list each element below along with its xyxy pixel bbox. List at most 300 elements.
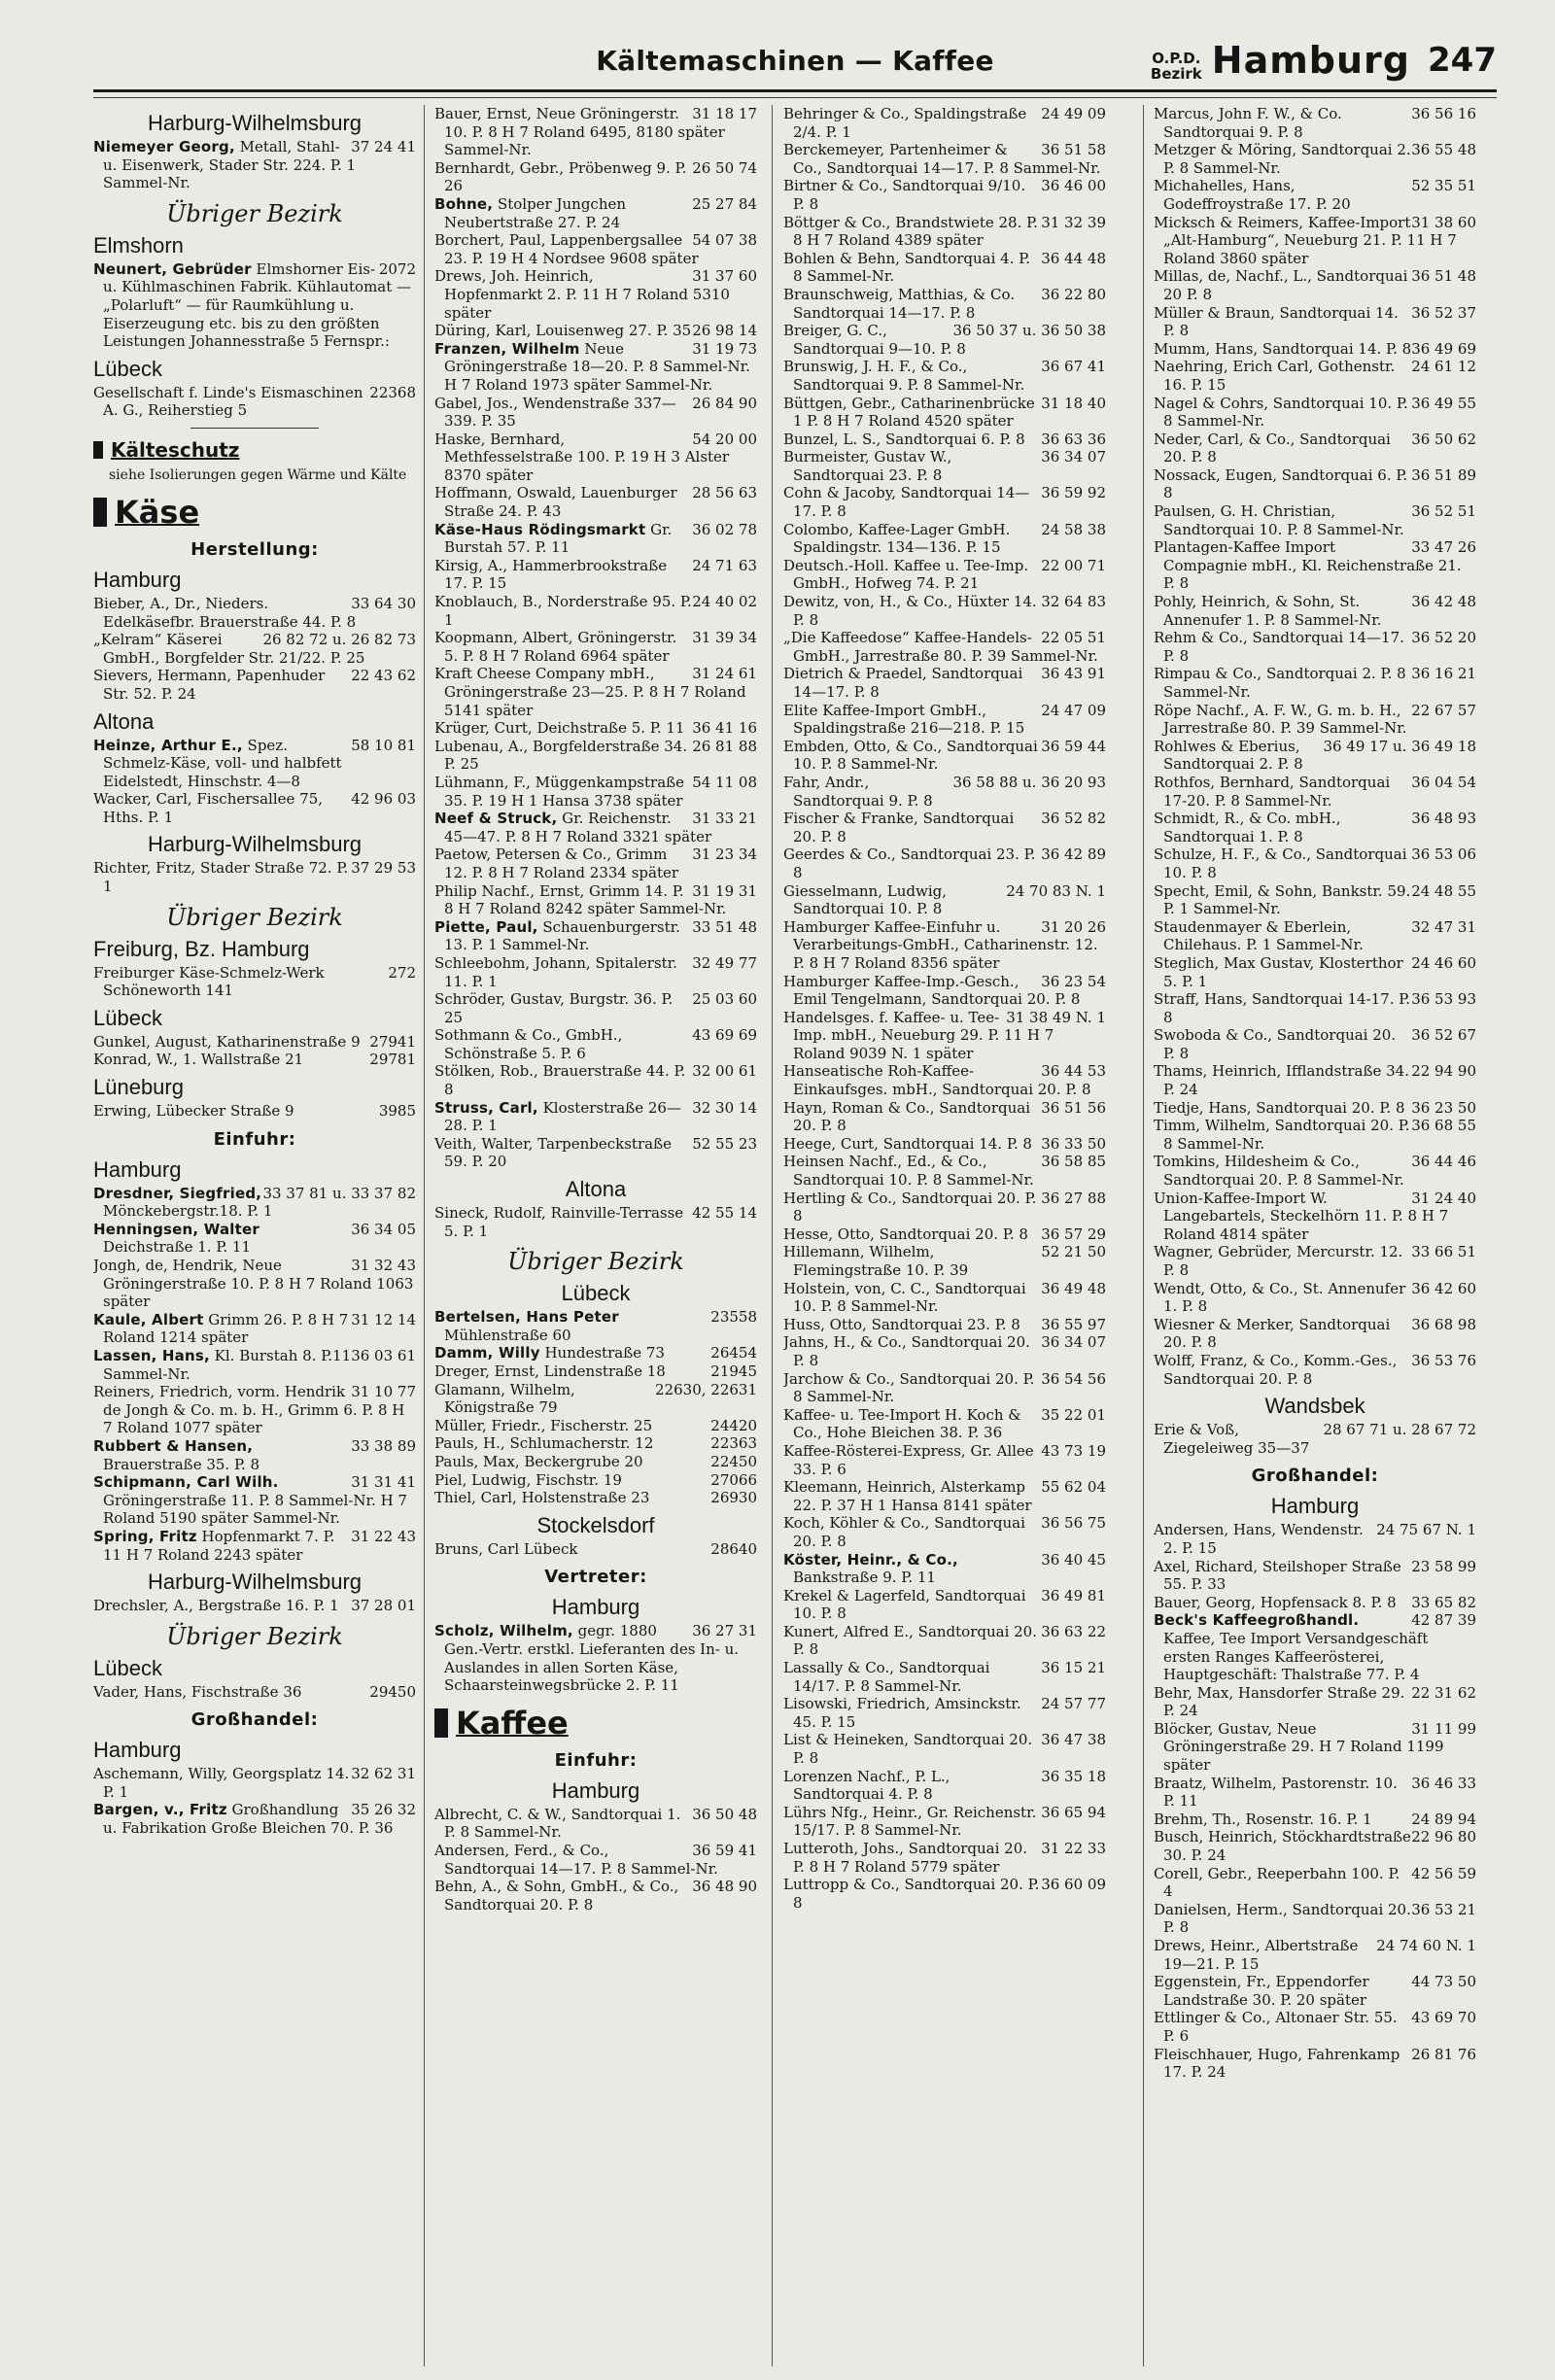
directory-entry xyxy=(1154,1280,1476,1316)
phone-number: 36 51 58 xyxy=(1041,141,1106,159)
directory-entry xyxy=(783,1153,1106,1189)
directory-entry xyxy=(1154,882,1476,918)
directory-entry xyxy=(434,431,757,485)
phone-number: 31 18 40 xyxy=(1041,394,1106,412)
cross-reference-note: siehe Isolierungen gegen Wärme und Kälte xyxy=(109,466,407,483)
phone-number: 24 58 38 xyxy=(1041,520,1106,538)
directory-entry xyxy=(434,1381,757,1417)
entry-details: Schauenburgerstr. 13. P. 1 Sammel-Nr. xyxy=(444,917,680,954)
directory-entry xyxy=(434,1204,757,1240)
entry-details: Lisowski, Friedrich, Amsinckstr. 45. P. 15 xyxy=(783,1695,1021,1731)
entry-details: Gunkel, August, Katharinenstraße 9 xyxy=(93,1032,361,1051)
phone-number: 22630, 22631 xyxy=(655,1380,757,1398)
entry-details: Thiel, Carl, Holstenstraße 23 xyxy=(434,1489,650,1507)
directory-entry xyxy=(1154,629,1476,665)
directory-entry xyxy=(783,250,1106,286)
directory-entry xyxy=(434,340,757,395)
directory-entry xyxy=(93,595,416,631)
phone-number: 31 38 60 xyxy=(1411,213,1476,231)
directory-entry xyxy=(783,177,1106,213)
directory-entry xyxy=(1154,141,1476,177)
directory-entry xyxy=(434,1417,757,1435)
column-divider xyxy=(772,105,773,2366)
phone-number: 36 49 81 xyxy=(1041,1586,1106,1604)
entry-details: Gabel, Jos., Wendenstraße 337—339. P. 35 xyxy=(434,394,676,431)
entry-details: gegr. 1880 Gen.-Vertr. erstkl. Lieferanten des In- u. Auslandes in allen Sorten Käse, Schaarsteinwegsbrücke 2. P. 11 xyxy=(444,1622,740,1695)
phone-number: 42 96 03 xyxy=(351,790,416,809)
entry-details: Deichstraße 1. P. 11 xyxy=(103,1238,252,1257)
entry-details: Hesse, Otto, Sandtorquai 20. P. 8 xyxy=(783,1224,1028,1243)
entry-details: Behr, Max, Hansdorfer Straße 29. P. 24 xyxy=(1154,1683,1405,1720)
entry-details: Schleebohm, Johann, Spitalerstr. 11. P. 1 xyxy=(434,953,677,990)
directory-entry xyxy=(1154,2046,1476,2082)
entry-details: Hundestraße 73 xyxy=(539,1344,665,1362)
directory-entry xyxy=(434,1878,757,1914)
directory-entry xyxy=(1154,1026,1476,1062)
entry-details: Behringer & Co., Spaldingstraße 2/4. P. 1 xyxy=(783,105,1027,141)
phone-number: 22368 xyxy=(369,383,416,401)
directory-entry xyxy=(783,395,1106,431)
entry-details: Busch, Heinrich, Stöckhardtstraße 30. P. 24 xyxy=(1154,1828,1411,1865)
entry-name: Rubbert & Hansen, xyxy=(93,1436,254,1455)
entry-details: Hoffmann, Oswald, Lauenburger Straße 24. P. 43 xyxy=(434,484,677,521)
phone-number: 31 19 31 xyxy=(692,881,757,900)
directory-entry xyxy=(783,1316,1106,1334)
subsection-heading: Vertreter: xyxy=(544,1567,647,1588)
city-heading: Lübeck xyxy=(93,1655,162,1680)
phone-number: 29450 xyxy=(369,1682,416,1701)
phone-number: 36 49 55 xyxy=(1411,394,1476,412)
phone-number: 26 98 14 xyxy=(692,322,757,340)
directory-entry xyxy=(1154,1775,1476,1811)
phone-number: 22 43 62 xyxy=(351,667,416,685)
directory-entry xyxy=(93,1051,416,1069)
entry-details: Lorenzen Nachf., P. L., Sandtorquai 4. P. 8 xyxy=(783,1767,950,1804)
city-heading: Lübeck xyxy=(93,1005,162,1030)
column-divider xyxy=(424,105,425,2366)
directory-entry xyxy=(434,267,757,322)
phone-number: 22450 xyxy=(710,1452,757,1470)
directory-entry xyxy=(783,431,1106,449)
directory-entry xyxy=(434,1471,757,1490)
entry-details: Bankstraße 9. P. 11 xyxy=(793,1569,936,1587)
entry-name: Piette, Paul, xyxy=(434,917,538,936)
entry-details: Drechsler, A., Bergstraße 16. P. 1 xyxy=(93,1597,339,1615)
entry-details: Müller, Friedr., Fischerstr. 25 xyxy=(434,1416,653,1434)
phone-number: 36 50 48 xyxy=(692,1805,757,1823)
directory-entry xyxy=(783,593,1106,629)
entry-details: Plantagen-Kaffee Import Compagnie mbH., Kl. Reichenstraße 21. P. 8 xyxy=(1154,538,1462,593)
directory-entry xyxy=(93,737,416,791)
directory-entry xyxy=(783,1280,1106,1316)
city-heading: Hamburg xyxy=(93,1156,182,1182)
phone-number: 22363 xyxy=(710,1434,757,1453)
entry-details: Deutsch.-Holl. Kaffee u. Tee-Imp. GmbH., Hofweg 74. P. 21 xyxy=(783,556,1029,593)
phone-number: 32 62 31 xyxy=(351,1765,416,1783)
directory-entry xyxy=(1154,702,1476,738)
directory-entry xyxy=(783,1514,1106,1550)
directory-entry xyxy=(93,1185,416,1221)
entry-details: Kleemann, Heinrich, Alsterkamp 22. P. 37 H 1 Hansa 8141 später xyxy=(783,1478,1032,1514)
phone-number: 36 22 80 xyxy=(1041,285,1106,303)
entry-details: Klosterstraße 26—28. P. 1 xyxy=(444,1098,681,1135)
phone-number: 26454 xyxy=(710,1344,757,1362)
directory-entry xyxy=(1154,395,1476,431)
phone-number: 29781 xyxy=(369,1051,416,1069)
entry-details: Swoboda & Co., Sandtorquai 20. P. 8 xyxy=(1154,1026,1397,1062)
phone-number: 26 50 74 xyxy=(692,158,757,177)
phone-number: 22 94 90 xyxy=(1411,1062,1476,1081)
directory-entry xyxy=(434,954,757,990)
directory-entry xyxy=(434,665,757,719)
region-heading: Übriger Bezirk xyxy=(166,1622,343,1650)
city-heading: Lübeck xyxy=(93,356,162,381)
phone-number: 31 12 14 xyxy=(351,1310,416,1328)
section-rule xyxy=(190,428,320,429)
phone-number: 23558 xyxy=(710,1308,757,1327)
entry-details: Hertling & Co., Sandtorquai 20. P. 8 xyxy=(783,1189,1037,1225)
entry-details: Lassally & Co., Sandtorquai 14/17. P. 8 Sammel-Nr. xyxy=(783,1659,990,1695)
phone-number: 31 32 39 xyxy=(1041,213,1106,231)
entry-name: Käse-Haus Rödingsmarkt xyxy=(434,520,646,538)
directory-entry xyxy=(783,702,1106,738)
entry-details: Düring, Karl, Louisenweg 27. P. 35 xyxy=(434,322,692,340)
phone-number: 32 30 14 xyxy=(692,1098,757,1117)
section-heading xyxy=(93,494,416,531)
entry-details: Fahr, Andr., Sandtorquai 9. P. 8 xyxy=(783,773,933,810)
entry-name: Bargen, v., Fritz xyxy=(93,1801,227,1819)
header-city: Hamburg xyxy=(1211,39,1411,82)
entry-details: Erie & Voß, Ziegeleiweg 35—37 xyxy=(1154,1421,1310,1457)
entry-details: Gesellschaft f. Linde's Eismaschinen A. G., Reiherstieg 5 xyxy=(93,383,363,420)
entry-details: Kl. Burstah 8. P.11 Sammel-Nr. xyxy=(103,1346,352,1383)
directory-entry xyxy=(1154,267,1476,303)
entry-details: Embden, Otto, & Co., Sandtorquai 10. P. 8 Sammel-Nr. xyxy=(783,737,1038,774)
city-heading: Freiburg, Bz. Hamburg xyxy=(93,936,310,961)
entry-details: Jahns, H., & Co., Sandtorquai 20. P. 8 xyxy=(783,1333,1030,1369)
entry-details: Berckemeyer, Partenheimer & Co., Sandtorquai 14—17. P. 8 Sammel-Nr. xyxy=(783,141,1101,177)
entry-details: Steglich, Max Gustav, Klosterthor 5. P. 1 xyxy=(1154,953,1403,990)
phone-number: 24 48 55 xyxy=(1411,881,1476,900)
directory-entry xyxy=(93,964,416,1000)
phone-number: 36 52 37 xyxy=(1411,303,1476,322)
entry-details: Giesselmann, Ludwig, Sandtorquai 10. P. 8 xyxy=(783,881,947,918)
directory-entry xyxy=(434,557,757,593)
entry-details: Rothfos, Bernhard, Sandtorquai 17-20. P. 8 Sammel-Nr. xyxy=(1154,773,1391,810)
phone-number: 36 15 21 xyxy=(1041,1659,1106,1677)
directory-entry xyxy=(783,358,1106,394)
phone-number: 36 48 90 xyxy=(692,1878,757,1896)
entry-details: Sineck, Rudolf, Rainville-Terrasse 5. P. 1 xyxy=(434,1204,684,1240)
phone-number: 36 42 48 xyxy=(1411,593,1476,611)
phone-number: 36 49 17 u. 36 49 18 xyxy=(1323,737,1476,755)
entry-details: Wolff, Franz, & Co., Komm.-Ges., Sandtorquai 20. P. 8 xyxy=(1154,1351,1398,1388)
phone-number: 36 51 48 xyxy=(1411,267,1476,286)
directory-entry xyxy=(1154,1099,1476,1118)
phone-number: 31 38 49 N. 1 xyxy=(1006,1008,1106,1026)
directory-entry xyxy=(1154,502,1476,538)
entry-name: Bertelsen, Hans Peter xyxy=(434,1308,619,1327)
entry-name: Neunert, Gebrüder xyxy=(93,259,252,278)
entry-details: Blöcker, Gustav, Neue Gröningerstraße 29. H 7 Roland 1199 später xyxy=(1154,1719,1444,1775)
directory-entry xyxy=(1154,1973,1476,2009)
entry-name: Kaule, Albert xyxy=(93,1310,204,1328)
column-2 xyxy=(434,105,757,2366)
directory-entry xyxy=(1154,1594,1476,1612)
entry-details: Schmidt, R., & Co. mbH., Sandtorquai 1. P. 8 xyxy=(1154,810,1341,845)
phone-number: 36 59 92 xyxy=(1041,484,1106,502)
phone-number: 36 57 29 xyxy=(1041,1224,1106,1243)
phone-number: 24420 xyxy=(710,1416,757,1434)
entry-details: Tomkins, Hildesheim & Co., Sandtorquai 20. P. 8 Sammel-Nr. xyxy=(1154,1153,1404,1190)
city-heading: Hamburg xyxy=(551,1777,640,1803)
directory-entry xyxy=(783,141,1106,177)
entry-details: Wendt, Otto, & Co., St. Annenufer 1. P. 8 xyxy=(1154,1279,1406,1316)
directory-entry xyxy=(783,738,1106,774)
entry-name: Scholz, Wilhelm, xyxy=(434,1622,573,1640)
directory-entry xyxy=(93,1528,416,1564)
phone-number: 33 65 82 xyxy=(1411,1593,1476,1611)
phone-number: 36 53 06 xyxy=(1411,845,1476,864)
entry-name: Damm, Willy xyxy=(434,1344,540,1362)
phone-number: 26 82 72 u. 26 82 73 xyxy=(262,631,416,649)
directory-entry xyxy=(93,1257,416,1311)
directory-entry xyxy=(783,1135,1106,1154)
phone-number: 31 19 73 xyxy=(692,339,757,358)
directory-entry xyxy=(1154,1720,1476,1775)
phone-number: 44 73 50 xyxy=(1411,1973,1476,1991)
entry-details: Kaffee- u. Tee-Import H. Koch & Co., Hohe Bleichen 38. P. 36 xyxy=(783,1405,1021,1442)
directory-entry xyxy=(1154,1316,1476,1352)
region-heading: Übriger Bezirk xyxy=(166,903,343,931)
phone-number: 36 02 78 xyxy=(692,520,757,538)
entry-details: Reiners, Friedrich, vorm. Hendrik de Jongh & Co. m. b. H., Grimm 6. P. 8 H 7 Roland 1077 später xyxy=(93,1383,405,1437)
header-rule xyxy=(93,97,1497,98)
entry-details: Stolper Jungchen Neubertstraße 27. P. 24 xyxy=(444,194,627,231)
entry-details: Braunschweig, Matthias, & Co. Sandtorquai 14—17. P. 8 xyxy=(783,285,1015,322)
entry-details: Naehring, Erich Carl, Gothenstr. 16. P. 15 xyxy=(1154,358,1396,394)
phone-number: 24 71 63 xyxy=(692,556,757,574)
column-4 xyxy=(1154,105,1476,2366)
directory-entry xyxy=(93,1311,416,1347)
entry-details: Rehm & Co., Sandtorquai 14—17. P. 8 xyxy=(1154,629,1404,665)
entry-name: Spring, Fritz xyxy=(93,1527,197,1545)
directory-entry xyxy=(93,1597,416,1615)
phone-number: 36 55 97 xyxy=(1041,1315,1106,1333)
directory-entry xyxy=(434,1308,757,1344)
entry-details: Brauerstraße 35. P. 8 xyxy=(103,1455,260,1473)
phone-number: 31 39 34 xyxy=(692,629,757,647)
phone-number: 24 46 60 xyxy=(1411,953,1476,972)
city-heading: Harburg-Wilhelmsburg xyxy=(147,832,363,857)
directory-entry xyxy=(434,1842,757,1878)
directory-entry xyxy=(434,738,757,774)
city-heading: Harburg-Wilhelmsburg xyxy=(147,1569,363,1595)
phone-number: 36 56 75 xyxy=(1041,1514,1106,1533)
entry-details: Michahelles, Hans, Godeffroystraße 17. P. 20 xyxy=(1154,177,1351,213)
city-heading: Hamburg xyxy=(1270,1494,1360,1519)
phone-number: 32 49 77 xyxy=(692,953,757,972)
entry-name: Schipmann, Carl Wilh. xyxy=(93,1473,279,1492)
subsection-heading: Großhandel: xyxy=(190,1709,319,1731)
entry-details: Bunzel, L. S., Sandtorquai 6. P. 8 xyxy=(783,430,1025,448)
phone-number: 31 20 26 xyxy=(1041,917,1106,936)
entry-details: Bruns, Carl Lübeck xyxy=(434,1539,578,1558)
directory-entry xyxy=(783,1659,1106,1695)
entry-details: Andersen, Ferd., & Co., Sandtorquai 14—17. P. 8 Sammel-Nr. xyxy=(434,1841,718,1878)
entry-details: Corell, Gebr., Reeperbahn 100. P. 4 xyxy=(1154,1864,1400,1901)
directory-entry xyxy=(783,629,1106,665)
phone-number: 36 46 00 xyxy=(1041,177,1106,195)
directory-entry xyxy=(783,322,1106,358)
phone-number: 36 42 89 xyxy=(1041,845,1106,864)
section-title: Kaffee xyxy=(456,1704,569,1742)
city-heading: Stockelsdorf xyxy=(536,1512,655,1537)
phone-number: 43 73 19 xyxy=(1041,1441,1106,1460)
phone-number: 24 70 83 N. 1 xyxy=(1006,881,1106,900)
entry-details: Lührs Nfg., Heinr., Gr. Reichenstr. 15/17. P. 8 Sammel-Nr. xyxy=(783,1803,1037,1840)
phone-number: 36 34 07 xyxy=(1041,448,1106,466)
directory-entry xyxy=(1154,1611,1476,1683)
entry-details: Eggenstein, Fr., Eppendorfer Landstraße 30. P. 20 später xyxy=(1154,1973,1369,2009)
phone-number: 36 34 07 xyxy=(1041,1333,1106,1352)
directory-entry xyxy=(783,286,1106,322)
phone-number: 42 56 59 xyxy=(1411,1864,1476,1882)
entry-details: Dreger, Ernst, Lindenstraße 18 xyxy=(434,1362,666,1380)
directory-entry xyxy=(93,631,416,667)
phone-number: 22 96 80 xyxy=(1411,1828,1476,1846)
phone-number: 36 56 16 xyxy=(1411,105,1476,122)
entry-details: Brehm, Th., Rosenstr. 16. P. 1 xyxy=(1154,1810,1372,1828)
phone-number: 31 24 40 xyxy=(1411,1189,1476,1207)
section-heading xyxy=(93,438,416,462)
phone-number: 36 67 41 xyxy=(1041,358,1106,376)
entry-name: Köster, Heinr., & Co., xyxy=(783,1550,958,1569)
entry-details: Staudenmayer & Eberlein, Chilehaus. P. 1 Sammel-Nr. xyxy=(1154,917,1364,954)
entry-details: Kirsig, A., Hammerbrookstraße 17. P. 15 xyxy=(434,556,668,593)
phone-number: 28640 xyxy=(710,1539,757,1558)
phone-number: 36 53 21 xyxy=(1411,1900,1476,1918)
entry-details: List & Heineken, Sandtorquai 20. P. 8 xyxy=(783,1731,1033,1768)
entry-details: Sievers, Hermann, Papenhuder Str. 52. P. 24 xyxy=(93,667,326,703)
phone-number: 36 59 44 xyxy=(1041,737,1106,755)
phone-number: 32 47 31 xyxy=(1411,917,1476,936)
header-right xyxy=(1151,39,1497,82)
entry-details: Behn, A., & Sohn, GmbH., & Co., Sandtorquai 20. P. 8 xyxy=(434,1878,679,1914)
phone-number: 24 47 09 xyxy=(1041,701,1106,719)
section-title: Kälteschutz xyxy=(111,437,240,462)
directory-entry xyxy=(434,918,757,954)
entry-details: Holstein, von, C. C., Sandtorquai 10. P. 8 Sammel-Nr. xyxy=(783,1279,1026,1316)
entry-details: Neder, Carl, & Co., Sandtorquai 20. P. 8 xyxy=(1154,430,1391,466)
directory-entry xyxy=(434,845,757,881)
directory-entry xyxy=(434,322,757,340)
phone-number: 42 87 39 xyxy=(1411,1611,1476,1630)
entry-details: Burmeister, Gustav W., Sandtorquai 23. P. 8 xyxy=(783,448,952,484)
entry-details: Erwing, Lübecker Straße 9 xyxy=(93,1102,294,1121)
entry-details: Lubenau, A., Borgfelderstraße 34. P. 25 xyxy=(434,737,688,774)
phone-number: 22 05 51 xyxy=(1041,629,1106,647)
directory-entry xyxy=(783,774,1106,810)
directory-entry xyxy=(93,384,416,420)
directory-entry xyxy=(783,521,1106,557)
phone-number: 36 59 41 xyxy=(692,1841,757,1859)
phone-number: 36 53 76 xyxy=(1411,1351,1476,1369)
directory-entry xyxy=(783,448,1106,484)
entry-details: Aschemann, Willy, Georgsplatz 14. P. 1 xyxy=(93,1765,350,1801)
directory-entry xyxy=(1154,1684,1476,1720)
entry-details: Piel, Ludwig, Fischstr. 19 xyxy=(434,1470,622,1489)
entry-details: Elmshorner Eis- u. Kühlmaschinen Fabrik. Kühlautomat — „Polarluft“ — für Raumkühlung u. Eiserzeugung etc. bis zu den größten Leistungen Johannesstraße 5 Fernspr.: xyxy=(103,259,412,351)
entry-details: Krekel & Lagerfeld, Sandtorquai 10. P. 8 xyxy=(783,1586,1026,1623)
city-heading: Hamburg xyxy=(93,1738,182,1763)
directory-entry xyxy=(783,1243,1106,1279)
section-title: Käse xyxy=(115,493,200,531)
directory-entry xyxy=(783,1009,1106,1063)
city-heading: Hamburg xyxy=(93,567,182,592)
directory-entry xyxy=(93,667,416,703)
entry-details: Lutteroth, Johs., Sandtorquai 20. P. 8 H 7 Roland 5779 später xyxy=(783,1840,1028,1876)
directory-entry xyxy=(783,557,1106,593)
directory-entry xyxy=(434,593,757,629)
entry-name: Struss, Carl, xyxy=(434,1098,538,1117)
phone-number: 36 33 50 xyxy=(1041,1134,1106,1153)
directory-entry xyxy=(1154,1828,1476,1864)
phone-number: 33 51 48 xyxy=(692,917,757,936)
entry-details: Krüger, Curt, Deichstraße 5. P. 11 xyxy=(434,719,685,738)
phone-number: 54 11 08 xyxy=(692,773,757,791)
phone-number: 36 42 60 xyxy=(1411,1279,1476,1297)
phone-number: 33 38 89 xyxy=(351,1436,416,1455)
entry-details: Bauer, Ernst, Neue Gröningerstr. 10. P. 8 H 7 Roland 6495, 8180 später Sammel-Nr. xyxy=(434,105,725,159)
directory-entry xyxy=(783,1442,1106,1478)
directory-entry xyxy=(783,973,1106,1009)
entry-details: Thams, Heinrich, Ifflandstraße 34. P. 24 xyxy=(1154,1062,1409,1099)
phone-number: 31 32 43 xyxy=(351,1257,416,1274)
phone-number: 23 58 99 xyxy=(1411,1557,1476,1575)
city-heading: Altona xyxy=(565,1177,627,1202)
phone-number: 33 64 30 xyxy=(351,594,416,612)
entry-details: Schulze, H. F., & Co., Sandtorquai 10. P. 8 xyxy=(1154,845,1407,881)
entry-details: Vader, Hans, Fischstraße 36 xyxy=(93,1682,302,1701)
entry-details: Böttger & Co., Brandstwiete 28. P. 8 H 7 Roland 4389 später xyxy=(783,213,1038,250)
phone-number: 32 00 61 xyxy=(692,1062,757,1081)
entry-details: Brunswig, J. H. F., & Co., Sandtorquai 9. P. 8 Sammel-Nr. xyxy=(783,358,1025,394)
phone-number: 36 03 61 xyxy=(351,1346,416,1364)
entry-details: Drews, Joh. Heinrich, Hopfenmarkt 2. P. 11 H 7 Roland 5310 später xyxy=(434,267,730,322)
phone-number: 52 21 50 xyxy=(1041,1243,1106,1261)
phone-number: 36 58 88 u. 36 20 93 xyxy=(952,773,1106,791)
entry-details: Veith, Walter, Tarpenbeckstraße 59. P. 20 xyxy=(434,1134,672,1171)
subsection-heading: Einfuhr: xyxy=(213,1128,296,1150)
entry-details: Specht, Emil, & Sohn, Bankstr. 59. P. 1 Sammel-Nr. xyxy=(1154,881,1411,918)
city-heading: Altona xyxy=(93,708,155,734)
directory-entry xyxy=(434,990,757,1026)
directory-entry xyxy=(434,1026,757,1062)
directory-entry xyxy=(434,1099,757,1135)
entry-details: Micksch & Reimers, Kaffee-Import „Alt-Hamburg“, Neueburg 21. P. 11 H 7 Roland 3860 später xyxy=(1154,213,1457,267)
phone-number: 36 68 55 xyxy=(1411,1117,1476,1135)
entry-name: Neef & Struck, xyxy=(434,810,558,828)
directory-entry xyxy=(434,882,757,918)
directory-entry xyxy=(93,1221,416,1257)
directory-entry xyxy=(1154,738,1476,774)
phone-number: 22 00 71 xyxy=(1041,556,1106,574)
phone-number: 36 68 98 xyxy=(1411,1315,1476,1333)
phone-number: 272 xyxy=(388,963,416,982)
phone-number: 24 74 60 N. 1 xyxy=(1376,1937,1476,1954)
phone-number: 26930 xyxy=(710,1489,757,1507)
